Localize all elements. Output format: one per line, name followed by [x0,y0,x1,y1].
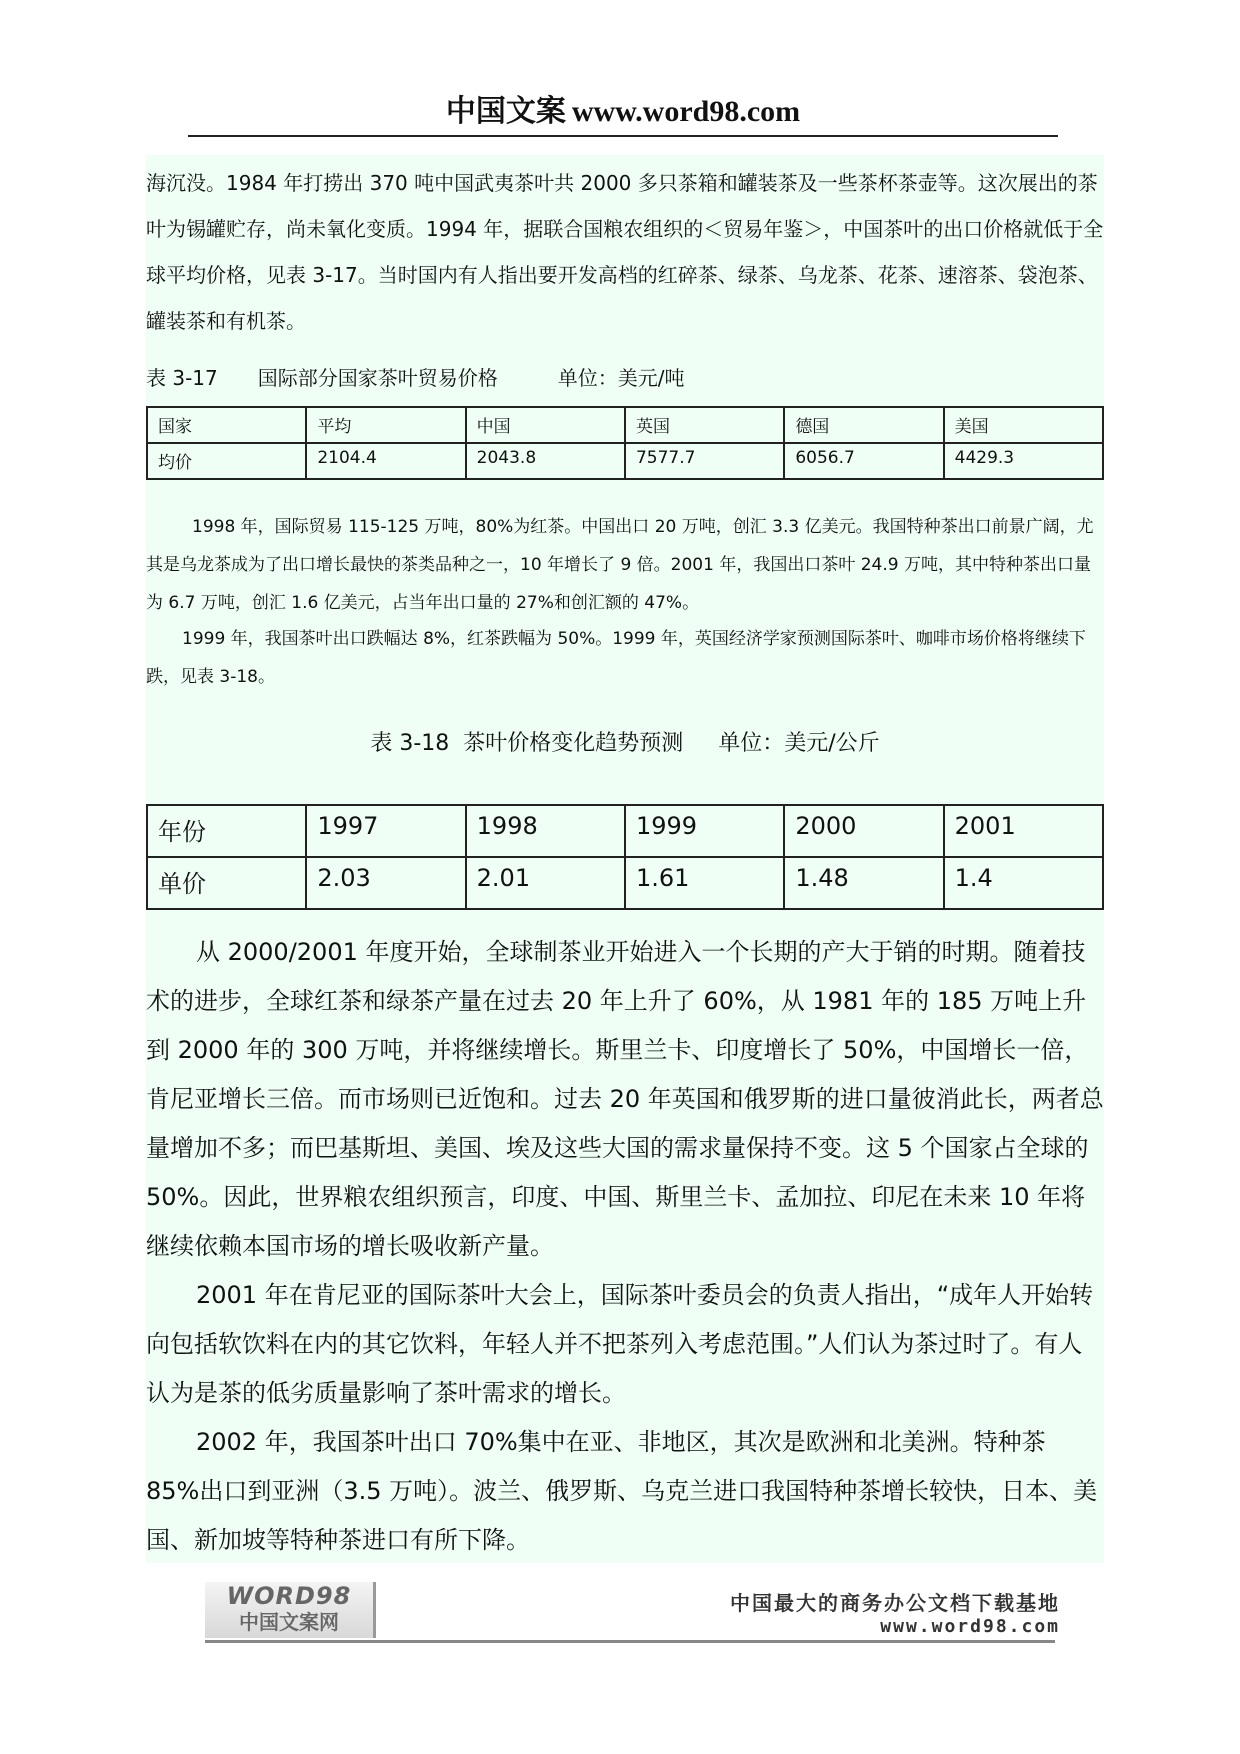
word98-logo [205,1582,376,1638]
table-cell: 1999 [625,805,784,857]
table-cell: 1998 [466,805,625,857]
table-cell: 2000 [784,805,943,857]
table-cell: 均价 [147,443,306,479]
table-row [147,805,1103,857]
header-divider [188,135,1058,137]
table-cell: 平均 [306,407,465,443]
header-title-cn: 中国文案 [445,94,566,129]
header-title-url: www.word98.com [571,95,801,128]
table-cell: 德国 [784,407,943,443]
table-cell: 2104.4 [306,443,465,479]
page-header [188,90,1058,134]
table-cell: 国家 [147,407,306,443]
table-3-18 [146,804,1104,910]
table-row [147,407,1103,443]
paragraph-3: 1999 年，我国茶叶出口跌幅达 8%，红茶跌幅为 50%。1999 年，英国经济学家预测国际茶叶、咖啡市场价格将继续下跌，见表 3-18。 [146,629,1086,687]
table-cell: 2001 [944,805,1103,857]
footer-url: www.word98.com [880,1616,1060,1637]
table-row [147,857,1103,909]
table-cell: 6056.7 [784,443,943,479]
table-cell: 年份 [147,805,306,857]
table-cell: 1.48 [784,857,943,909]
table-cell: 2043.8 [466,443,625,479]
paragraph-2: 1998 年，国际贸易 115-125 万吨，80%为红茶。中国出口 20 万吨，创汇 3.3 亿美元。我国特种茶出口前景广阔，尤其是乌龙茶成为了出口增长最快的茶类品种之一，10 年增长了 9 倍。2001 年，我国出口茶叶 24.9 万吨，其中特种茶出口量为 6.7 万吨，创汇 1.6 亿美元，占当年出口量的 27%和创汇额的 47%。 [146,517,1094,613]
table-cell: 中国 [466,407,625,443]
footer-tagline [640,1590,1060,1638]
table-cell: 2.03 [306,857,465,909]
table-cell: 2.01 [466,857,625,909]
footer-tagline-text: 中国最大的商务办公文档下载基地 [730,1591,1060,1615]
body-paragraph: 2002 年，我国茶叶出口 70%集中在亚、非地区，其次是欧洲和北美洲。特种茶 85%出口到亚洲（3.5 万吨）。波兰、俄罗斯、乌克兰进口我国特种茶增长较快，日本、美国、新加坡等特种茶进口有所下降。 [146,1428,1098,1554]
table-cell: 1.61 [625,857,784,909]
footer-divider [205,1640,1055,1643]
table-3-17-caption: 表 3-17 国际部分国家茶叶贸易价格 单位：美元/吨 [146,366,685,390]
table-row [147,443,1103,479]
table-3-17 [146,406,1104,480]
table-cell: 单价 [147,857,306,909]
logo-wordmark: WORD98 [226,1582,352,1610]
table-cell: 英国 [625,407,784,443]
paragraph-1: 海沉没。1984 年打捞出 370 吨中国武夷茶叶共 2000 多只茶箱和罐装茶及一些茶杯茶壶等。这次展出的茶叶为锡罐贮存，尚未氧化变质。1994 年，据联合国粮农组织的＜贸易年鉴＞，中国茶叶的出口价格就低于全球平均价格，见表 3-17。当时国内有人指出要开发高档的红碎茶、绿茶、乌龙茶、花茶、速溶茶、袋泡茶、罐装茶和有机茶。 [146,171,1104,333]
body-text [146,928,1104,1565]
logo-subtitle: 中国文案网 [239,1610,339,1634]
table-cell: 1997 [306,805,465,857]
table-cell: 1.4 [944,857,1103,909]
table-cell: 美国 [944,407,1103,443]
table-cell: 7577.7 [625,443,784,479]
table-3-18-caption: 表 3-18 茶叶价格变化趋势预测 单位：美元/公斤 [370,731,880,756]
table-cell: 4429.3 [944,443,1103,479]
body-paragraph: 从 2000/2001 年度开始，全球制茶业开始进入一个长期的产大于销的时期。随着技术的进步，全球红茶和绿茶产量在过去 20 年上升了 60%，从 1981 年的 185 万吨上升到 2000 年的 300 万吨，并将继续增长。斯里兰卡、印度增长了 50%，中国增长一倍，肯尼亚增长三倍。而市场则已近饱和。过去 20 年英国和俄罗斯的进口量彼消此长，两者总量增加不多；而巴基斯坦、美国、埃及这些大国的需求量保持不变。这 5 个国家占全球的 50%。因此，世界粮农组织预言，印度、中国、斯里兰卡、孟加拉、印尼在未来 10 年将继续依赖本国市场的增长吸收新产量。 [146,938,1104,1260]
body-paragraph: 2001 年在肯尼亚的国际茶叶大会上，国际茶叶委员会的负责人指出，“成年人开始转向包括软饮料在内的其它饮料，年轻人并不把茶列入考虑范围。”人们认为茶过时了。有人认为是茶的低劣质量影响了茶叶需求的增长。 [146,1281,1094,1407]
